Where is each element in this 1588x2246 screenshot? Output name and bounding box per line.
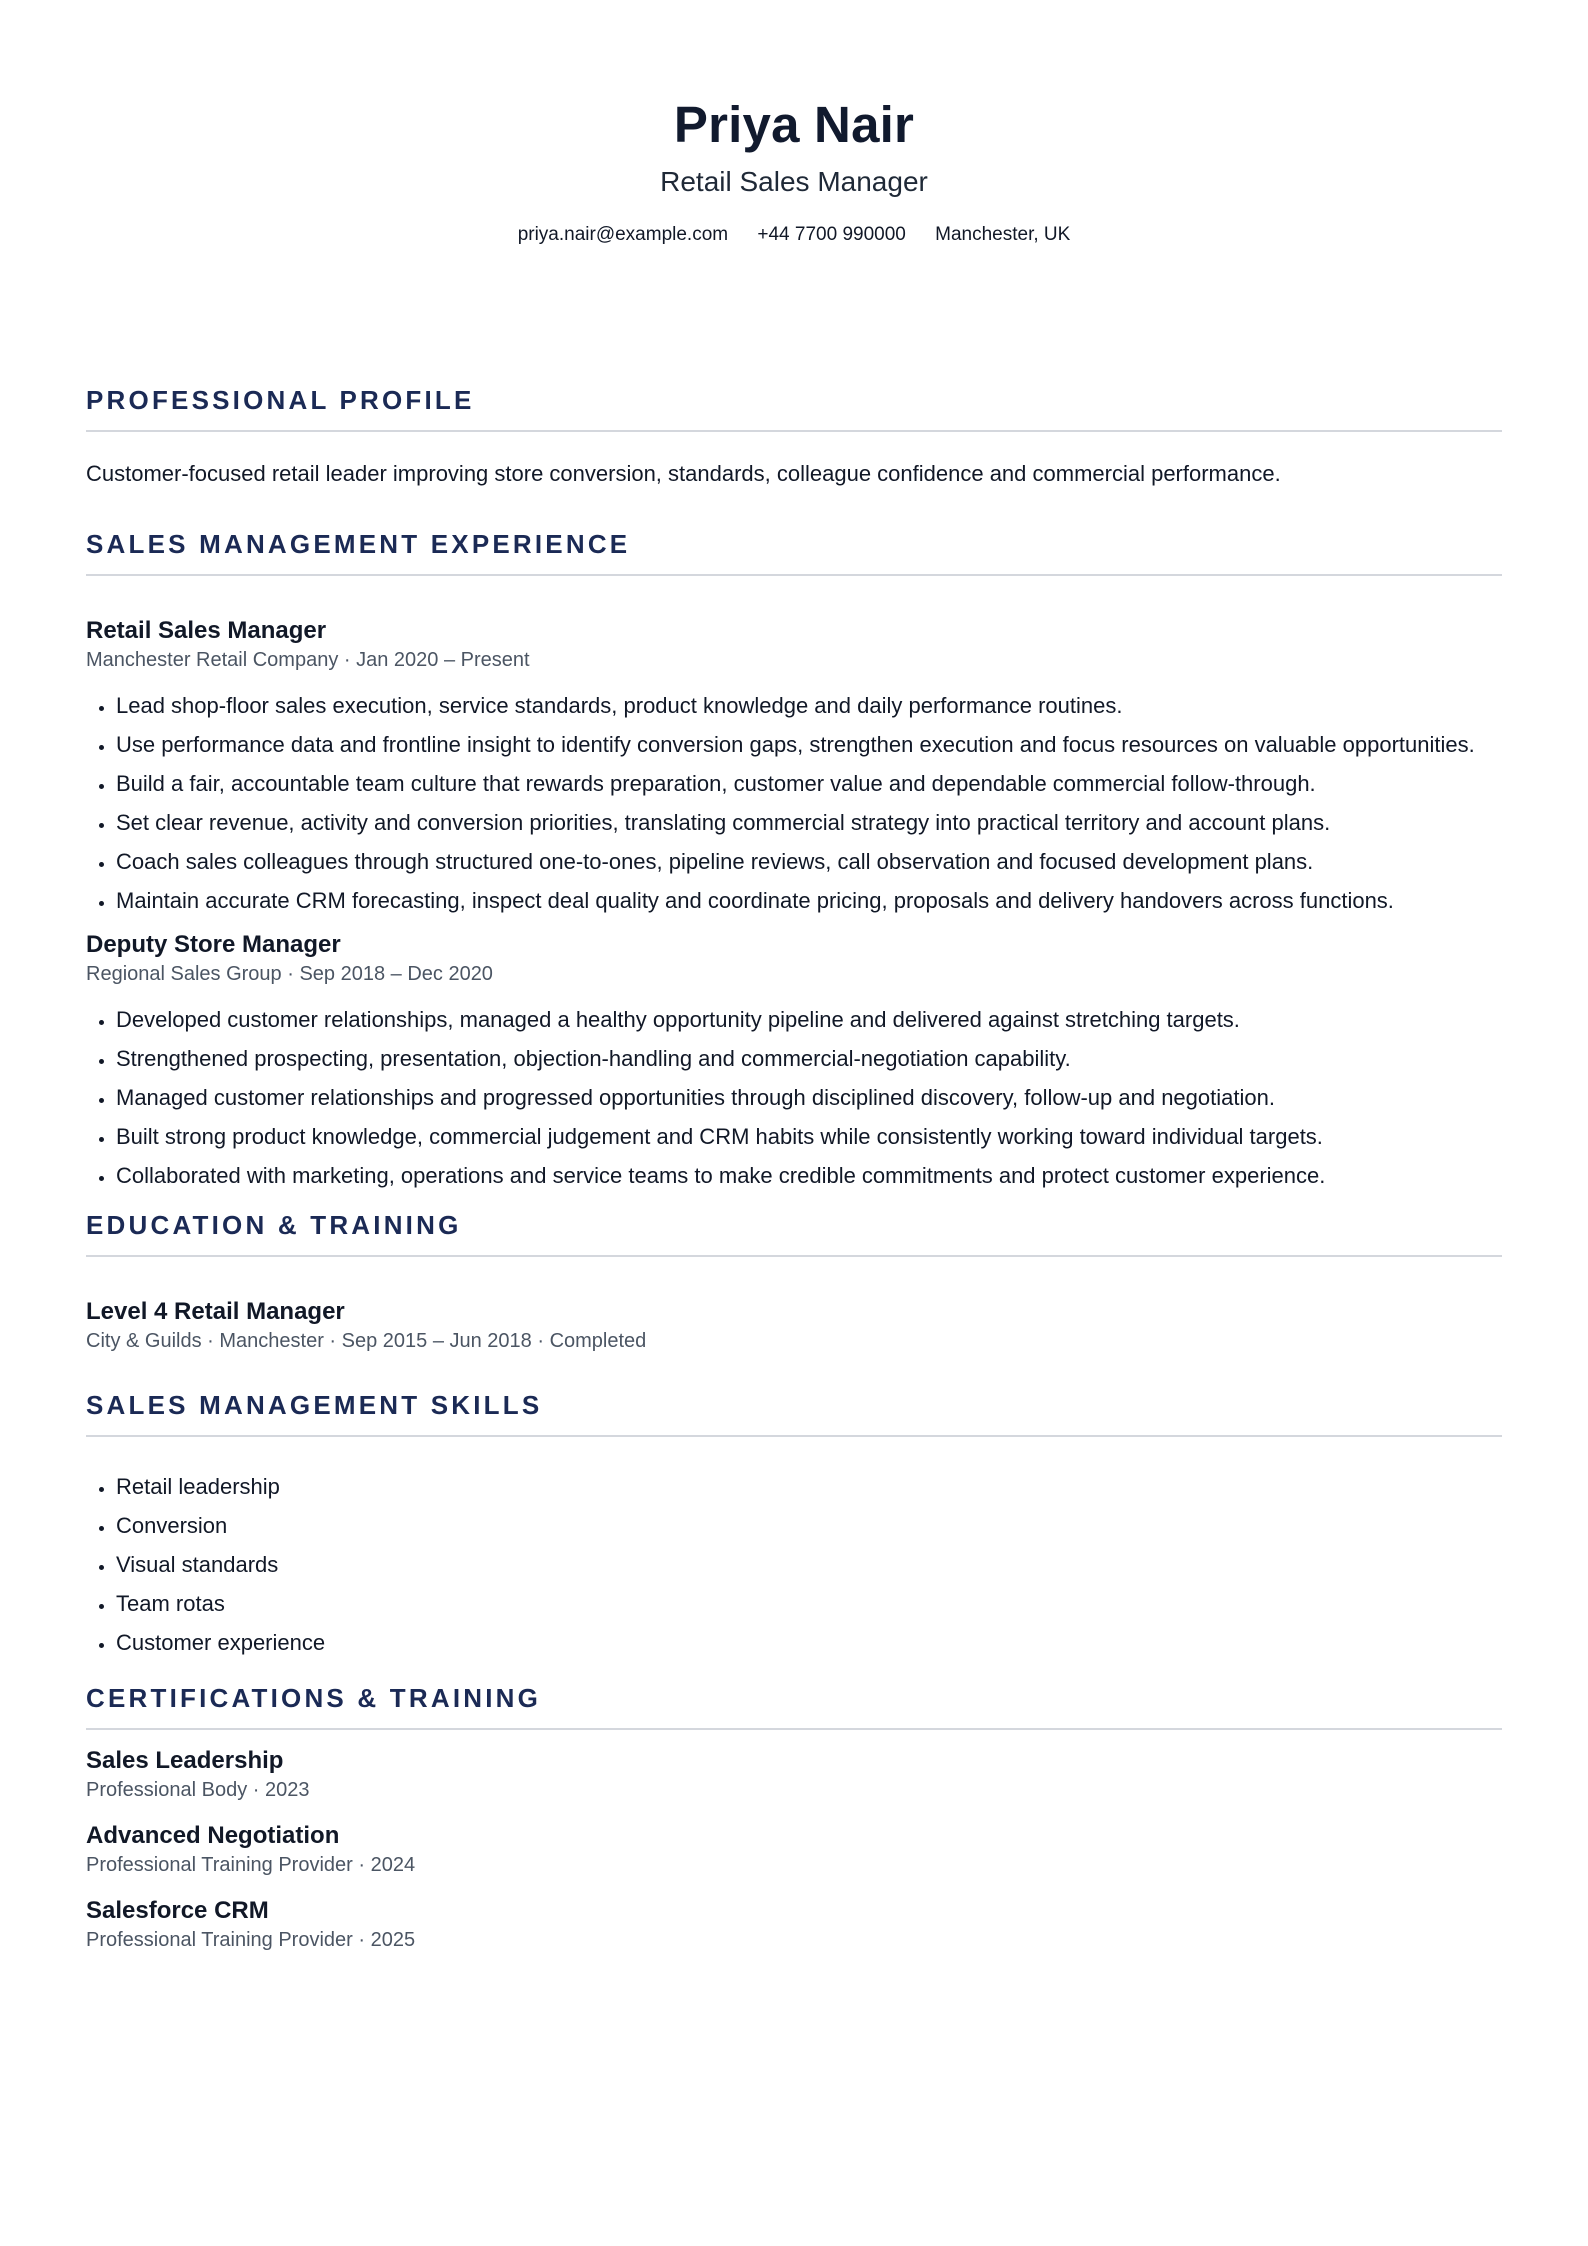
contact-phone: +44 7700 990000	[757, 224, 906, 245]
certification-meta: Professional Training Provider · 2025	[86, 1929, 416, 1951]
skill-item: • Customer experience	[116, 1627, 1502, 1658]
certification-name: Salesforce CRM	[86, 1897, 269, 1924]
section-title-education: EDUCATION & TRAINING	[86, 1209, 1502, 1257]
job-bullet: • Coach sales colleagues through structured one-to-ones, pipeline reviews, call observation and focused development plans.	[116, 846, 1502, 877]
job-bullet: • Developed customer relationships, managed a healthy opportunity pipeline and delivered against stretching targets.	[116, 1004, 1502, 1035]
job-entry	[86, 930, 1502, 1191]
contact-location: Manchester, UK	[935, 224, 1071, 245]
job-bullet: • Collaborated with marketing, operations and service teams to make credible commitments and protect customer experience.	[116, 1160, 1502, 1191]
certification-meta: Professional Training Provider · 2024	[86, 1854, 416, 1876]
section-title-profile: PROFESSIONAL PROFILE	[86, 384, 1502, 432]
job-bullet: • Managed customer relationships and progressed opportunities through disciplined discovery, follow-up and negotiation.	[116, 1082, 1502, 1113]
skill-item: • Visual standards	[116, 1549, 1502, 1580]
job-role: Deputy Store Manager	[86, 931, 341, 958]
section-title-experience: SALES MANAGEMENT EXPERIENCE	[86, 528, 1502, 576]
resume-header	[86, 0, 1502, 248]
skill-item: • Retail leadership	[116, 1471, 1502, 1502]
candidate-name: Priya Nair	[673, 96, 915, 153]
job-role: Retail Sales Manager	[86, 617, 327, 644]
skills-list	[86, 1471, 1502, 1658]
section-title-skills: SALES MANAGEMENT SKILLS	[86, 1389, 1502, 1437]
certification-name: Sales Leadership	[86, 1747, 284, 1774]
certification-name: Advanced Negotiation	[86, 1822, 340, 1849]
job-meta: Regional Sales Group · Sep 2018 – Dec 2020	[86, 963, 493, 985]
education-name: Level 4 Retail Manager	[86, 1298, 345, 1325]
job-bullet: • Use performance data and frontline insight to identify conversion gaps, strengthen execution and focus resources on valuable opportunities.	[116, 729, 1502, 760]
job-meta: Manchester Retail Company · Jan 2020 – Present	[86, 649, 530, 671]
certification-entry	[86, 1896, 1502, 1954]
job-bullet: • Strengthened prospecting, presentation, objection-handling and commercial-negotiation capability.	[116, 1043, 1502, 1074]
experience-section	[86, 528, 1502, 1191]
job-bullets	[86, 690, 1502, 916]
job-entry	[86, 616, 1502, 916]
section-title-certifications: CERTIFICATIONS & TRAINING	[86, 1682, 1502, 1730]
profile-summary: Customer-focused retail leader improving store conversion, standards, colleague confidence and commercial performance.	[86, 461, 1281, 486]
education-entry	[86, 1297, 1502, 1355]
job-bullet: • Set clear revenue, activity and conversion priorities, translating commercial strategy into practical territory and account plans.	[116, 807, 1502, 838]
certifications-section	[86, 1682, 1502, 1954]
contact-email: priya.nair@example.com	[517, 224, 729, 245]
job-bullet: • Build a fair, accountable team culture that rewards preparation, customer value and dependable commercial follow-through.	[116, 768, 1502, 799]
contact-line	[86, 222, 1502, 248]
skills-section	[86, 1389, 1502, 1658]
certification-entry	[86, 1746, 1502, 1804]
candidate-headline: Retail Sales Manager	[660, 166, 928, 197]
education-section	[86, 1209, 1502, 1355]
certification-meta: Professional Body · 2023	[86, 1779, 310, 1801]
job-bullet: • Maintain accurate CRM forecasting, inspect deal quality and coordinate pricing, proposals and delivery handovers across functions.	[116, 885, 1502, 916]
education-meta: City & Guilds · Manchester · Sep 2015 – Jun 2018 · Completed	[86, 1330, 647, 1352]
certification-entry	[86, 1821, 1502, 1879]
skill-item: • Conversion	[116, 1510, 1502, 1541]
job-bullets	[86, 1004, 1502, 1191]
job-bullet: • Lead shop-floor sales execution, service standards, product knowledge and daily performance routines.	[116, 690, 1502, 721]
skill-item: • Team rotas	[116, 1588, 1502, 1619]
job-bullet: • Built strong product knowledge, commercial judgement and CRM habits while consistently working toward individual targets.	[116, 1121, 1502, 1152]
profile-section	[86, 384, 1502, 490]
